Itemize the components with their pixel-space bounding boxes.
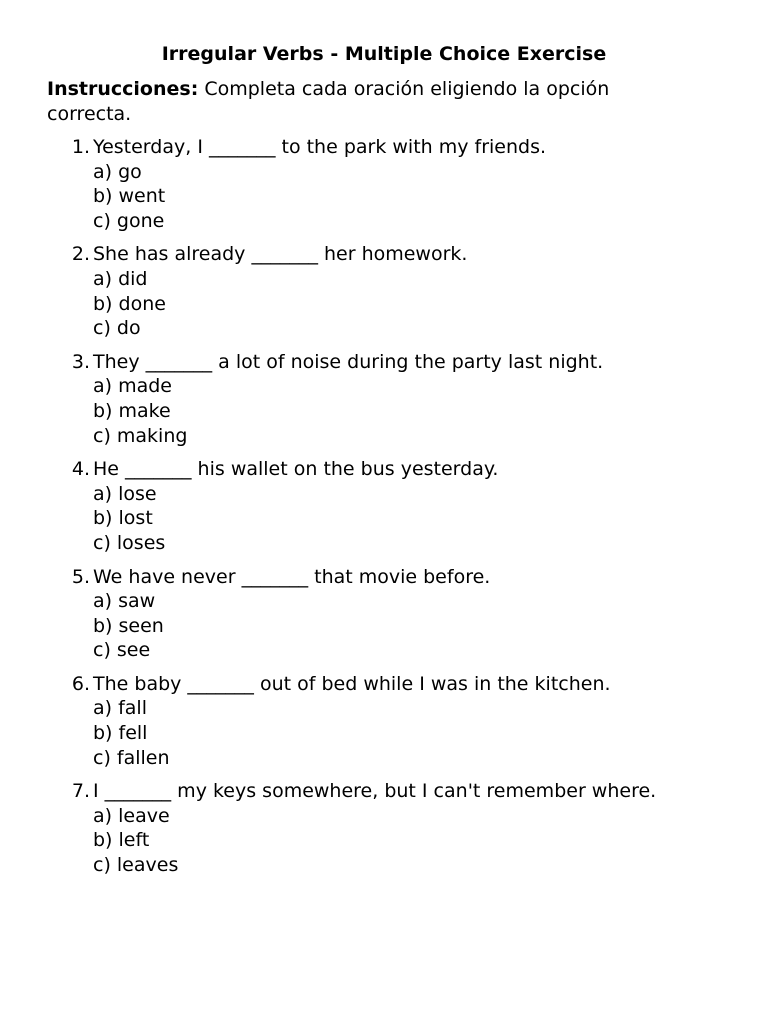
question-5 [47, 565, 768, 663]
question-text: The baby _______ out of bed while I was in the kitchen. [93, 672, 611, 695]
option-c: c) making [93, 424, 188, 447]
instructions-text: Completa cada oración eligiendo la opción correcta. [47, 78, 610, 125]
question-6 [47, 672, 768, 770]
question-number: 1. [71, 136, 90, 158]
option-b: b) fell [93, 722, 148, 745]
option-a: a) saw [93, 590, 156, 613]
question-body [93, 565, 490, 663]
question-number: 5. [71, 565, 90, 588]
question-number: 3. [71, 350, 90, 373]
option-b: b) seen [93, 614, 164, 637]
option-b: b) went [93, 185, 166, 208]
question-body [93, 779, 656, 877]
question-body [93, 350, 603, 448]
option-a: a) lose [93, 482, 157, 505]
question-number: 2. [71, 243, 90, 266]
instructions-label: Instrucciones: [47, 78, 199, 100]
option-c: c) see [93, 639, 151, 662]
option-b: b) lost [93, 507, 153, 530]
question-body [93, 242, 467, 340]
question-4 [47, 457, 768, 555]
question-text: They _______ a lot of noise during the party last night. [93, 350, 604, 373]
option-b: b) make [93, 399, 171, 422]
page-title: Irregular Verbs - Multiple Choice Exercise [161, 43, 607, 65]
question-list [47, 135, 768, 878]
option-a: a) go [93, 160, 142, 183]
option-a: a) leave [93, 804, 170, 827]
question-2 [47, 242, 768, 340]
question-body [93, 457, 498, 555]
question-3 [47, 350, 768, 448]
question-text: He _______ his wallet on the bus yesterday. [93, 458, 499, 481]
question-text: She has already _______ her homework. [93, 243, 468, 266]
option-c: c) do [93, 317, 141, 340]
question-body [93, 135, 546, 233]
instructions [47, 77, 687, 127]
option-c: c) leaves [93, 854, 179, 877]
question-number: 6. [71, 672, 90, 695]
question-text: I _______ my keys somewhere, but I can't remember where. [93, 780, 657, 803]
option-b: b) left [93, 829, 150, 852]
question-number: 4. [71, 458, 90, 481]
question-body [93, 672, 611, 770]
question-text: Yesterday, I _______ to the park with my friends. [93, 136, 547, 158]
option-a: a) fall [93, 697, 147, 720]
option-b: b) done [93, 292, 166, 315]
option-c: c) loses [93, 531, 166, 554]
question-1 [47, 135, 768, 233]
question-text: We have never _______ that movie before. [93, 565, 491, 588]
option-c: c) gone [93, 209, 165, 232]
option-c: c) fallen [93, 746, 170, 769]
option-a: a) made [93, 375, 172, 398]
question-number: 7. [71, 780, 90, 803]
option-a: a) did [93, 267, 148, 290]
question-7 [47, 779, 768, 877]
